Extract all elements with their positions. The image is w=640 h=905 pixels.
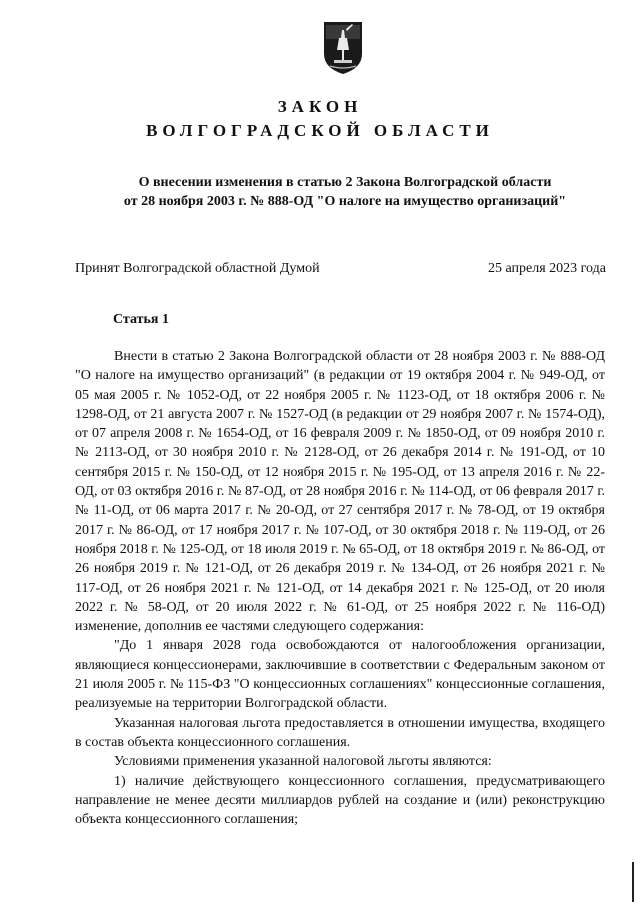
article-body [75, 347, 605, 829]
law-title: ЗАКОН [277, 97, 363, 116]
coat-of-arms-icon [322, 20, 364, 76]
adoption-date: 25 апреля 2023 года [488, 261, 606, 276]
region-title: ВОЛГОГРАДСКОЙ ОБЛАСТИ [146, 121, 494, 140]
article-paragraph: Условиями применения указанной налоговой льготы являются: [114, 754, 492, 770]
subtitle-line-2: от 28 ноября 2003 г. № 888-ОД "О налоге на имущество организаций" [123, 194, 567, 209]
adopted-by: Принят Волгоградской областной Думой [75, 261, 320, 276]
article-paragraph: Внести в статью 2 Закона Волгоградской области от 28 ноября 2003 г. № 888-ОД "О налоге на имущество организаций" (в редакции от 19 октября 2004 г. № 949-ОД, от 05 мая 2005 г. № 1052-ОД, от 22 ноября 2005 г. № 1123-ОД, от 18 октября 2006 г. № 1298-ОД, от 21 августа 2007 г. № 1527-ОД (в редакции от 29 ноября 2007 г. № 1574-ОД), от 07 апреля 2008 г. № 1654-ОД, от 16 февраля 2009 г. № 1850-ОД, от 09 ноября 2010 г. № 2113-ОД, от 30 ноября 2010 г. № 2128-ОД, от 26 декабря 2014 г. № 191-ОД, от 10 сентября 2015 г. № 150-ОД, от 12 ноября 2015 г. № 195-ОД, от 13 апреля 2016 г. № 22-ОД, от 03 октября 2016 г. № 87-ОД, от 28 ноября 2016 г. № 114-ОД, от 06 февраля 2017 г. № 11-ОД, от 06 марта 2017 г. № 20-ОД, от 27 сентября 2017 г. № 78-ОД, от 19 октября 2017 г. № 86-ОД, от 17 ноября 2017 г. № 107-ОД, от 30 октября 2018 г. № 119-ОД, от 26 ноября 2018 г. № 125-ОД, от 18 июля 2019 г. № 65-ОД, от 18 октября 2019 г. № 86-ОД, от 26 ноября 2019 г. № 121-ОД, от 26 декабря 2019 г. № 134-ОД, от 26 ноября 2021 г. № 117-ОД, от 26 ноября 2021 г. № 121-ОД, от 14 декабря 2021 г. № 125-ОД, от 20 июля 2022 г. № 58-ОД, от 20 июля 2022 г. № 61-ОД, от 25 ноября 2022 г. № 116-ОД) изменение, дополнив ее частями следующего содержания: [75, 349, 605, 635]
document-subtitle [95, 173, 595, 211]
scan-edge-mark [632, 862, 634, 902]
article-paragraph: 1) наличие действующего концессионного соглашения, предусматривающего направление не менее десяти миллиардов рублей на создание и (или) реконструкцию объекта концессионного соглашения; [75, 773, 605, 828]
subtitle-line-1: О внесении изменения в статью 2 Закона Волгоградской области [138, 175, 552, 190]
article-heading: Статья 1 [113, 312, 169, 327]
article-paragraph: Указанная налоговая льгота предоставляется в отношении имущества, входящего в состав объекта концессионного соглашения. [75, 715, 605, 750]
article-paragraph: "До 1 января 2028 года освобождаются от налогообложения организации, являющиеся концессионерами, заключившие в соответствии с Федеральным законом от 21 июля 2005 г. № 115-ФЗ "О концессионных соглашениях" концессионные соглашения, реализуемые на территории Волгоградской области. [75, 638, 605, 712]
